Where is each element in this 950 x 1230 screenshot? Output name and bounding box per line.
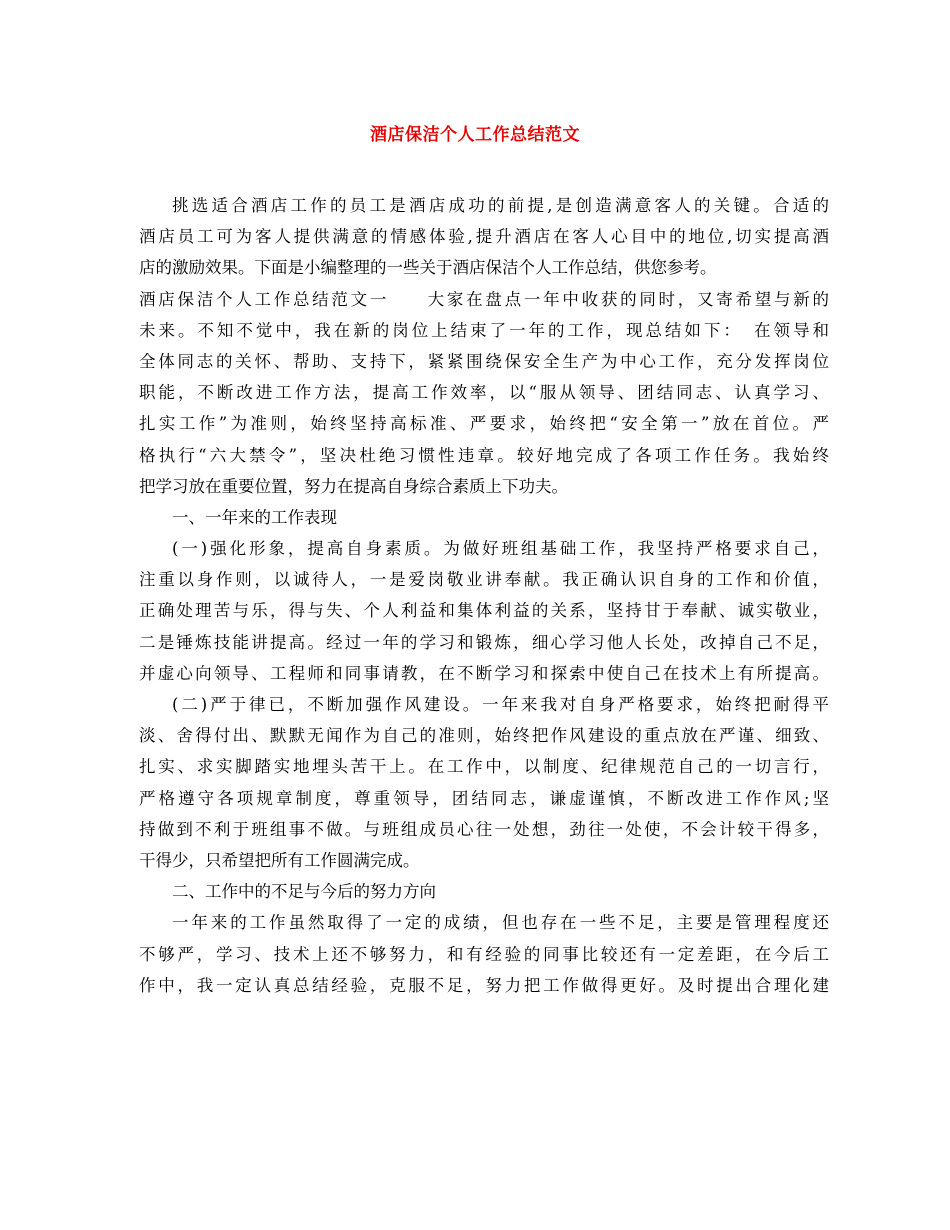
text-line: 淡、舍得付出、默默无闻作为自己的准则，始终把作风建设的重点放在严谨、细致、 bbox=[139, 726, 829, 746]
text-line: 注重以身作则，以诚待人，一是爱岗敬业讲奉献。我正确认识自身的工作和价值， bbox=[139, 570, 829, 590]
text-line: 把学习放在重要位置，努力在提高自身综合素质上下功夫。 bbox=[139, 476, 568, 496]
text-line: (二)严于律已，不断加强作风建设。一年来我对自身严格要求，始终把耐得平 bbox=[172, 695, 829, 714]
text-line: 扎实工作”为准则，始终坚持高标准、严要求，始终把“安全第一”放在首位。严 bbox=[139, 414, 829, 434]
text-line: 挑选适合酒店工作的员工是酒店成功的前提,是创造满意客人的关键。合适的 bbox=[172, 196, 829, 215]
text-line: 一年来的工作虽然取得了一定的成绩，但也存在一些不足，主要是管理程度还 bbox=[172, 913, 829, 933]
text-line: 不够严，学习、技术上还不够努力，和有经验的同事比较还有一定差距，在今后工 bbox=[139, 944, 829, 964]
text-line: 扎实、求实脚踏实地埋头苦干上。在工作中，以制度、纪律规范自己的一切言行， bbox=[139, 757, 829, 777]
document-body bbox=[139, 190, 829, 1001]
text-line: 酒店保洁个人工作总结范文一 大家在盘点一年中收获的同时，又寄希望与新的 bbox=[139, 289, 829, 309]
text-line: 并虚心向领导、工程师和同事请教，在不断学习和探索中使自己在技术上有所提高。 bbox=[139, 663, 829, 683]
text-line: 作中，我一定认真总结经验，克服不足，努力把工作做得更好。及时提出合理化建 bbox=[139, 975, 829, 995]
text-line: 二、工作中的不足与今后的努力方向 bbox=[172, 882, 436, 902]
text-line: 店的激励效果。下面是小编整理的一些关于酒店保洁个人工作总结，供您参考。 bbox=[139, 258, 717, 278]
text-line: (一)强化形象，提高自身素质。为做好班组基础工作，我坚持严格要求自己， bbox=[172, 539, 829, 559]
text-line: 严格遵守各项规章制度，尊重领导，团结同志，谦虚谨慎，不断改进工作作风;坚 bbox=[139, 788, 829, 808]
text-line: 格执行“六大禁令”，坚决杜绝习惯性违章。较好地完成了各项工作任务。我始终 bbox=[139, 445, 829, 465]
text-line: 干得少，只希望把所有工作圆满完成。 bbox=[139, 850, 420, 870]
text-line: 持做到不利于班组事不做。与班组成员心往一处想，劲往一处使，不会计较干得多， bbox=[139, 819, 829, 839]
text-line: 二是锤炼技能讲提高。经过一年的学习和锻炼，细心学习他人长处，改掉自己不足， bbox=[139, 632, 829, 652]
text-line: 职能，不断改进工作方法，提高工作效率，以“服从领导、团结同志、认真学习、 bbox=[139, 383, 829, 403]
document-title: 酒店保洁个人工作总结范文 bbox=[370, 125, 580, 145]
text-line: 酒店员工可为客人提供满意的情感体验,提升酒店在客人心目中的地位,切实提高酒 bbox=[139, 227, 829, 247]
text-line: 正确处理苦与乐，得与失、个人利益和集体利益的关系，坚持甘于奉献、诚实敬业， bbox=[139, 601, 829, 621]
text-line: 一、一年来的工作表现 bbox=[172, 507, 337, 527]
text-line: 全体同志的关怀、帮助、支持下，紧紧围绕保安全生产为中心工作，充分发挥岗位 bbox=[139, 351, 829, 371]
text-line: 未来。不知不觉中，我在新的岗位上结束了一年的工作，现总结如下： 在领导和 bbox=[139, 320, 829, 340]
